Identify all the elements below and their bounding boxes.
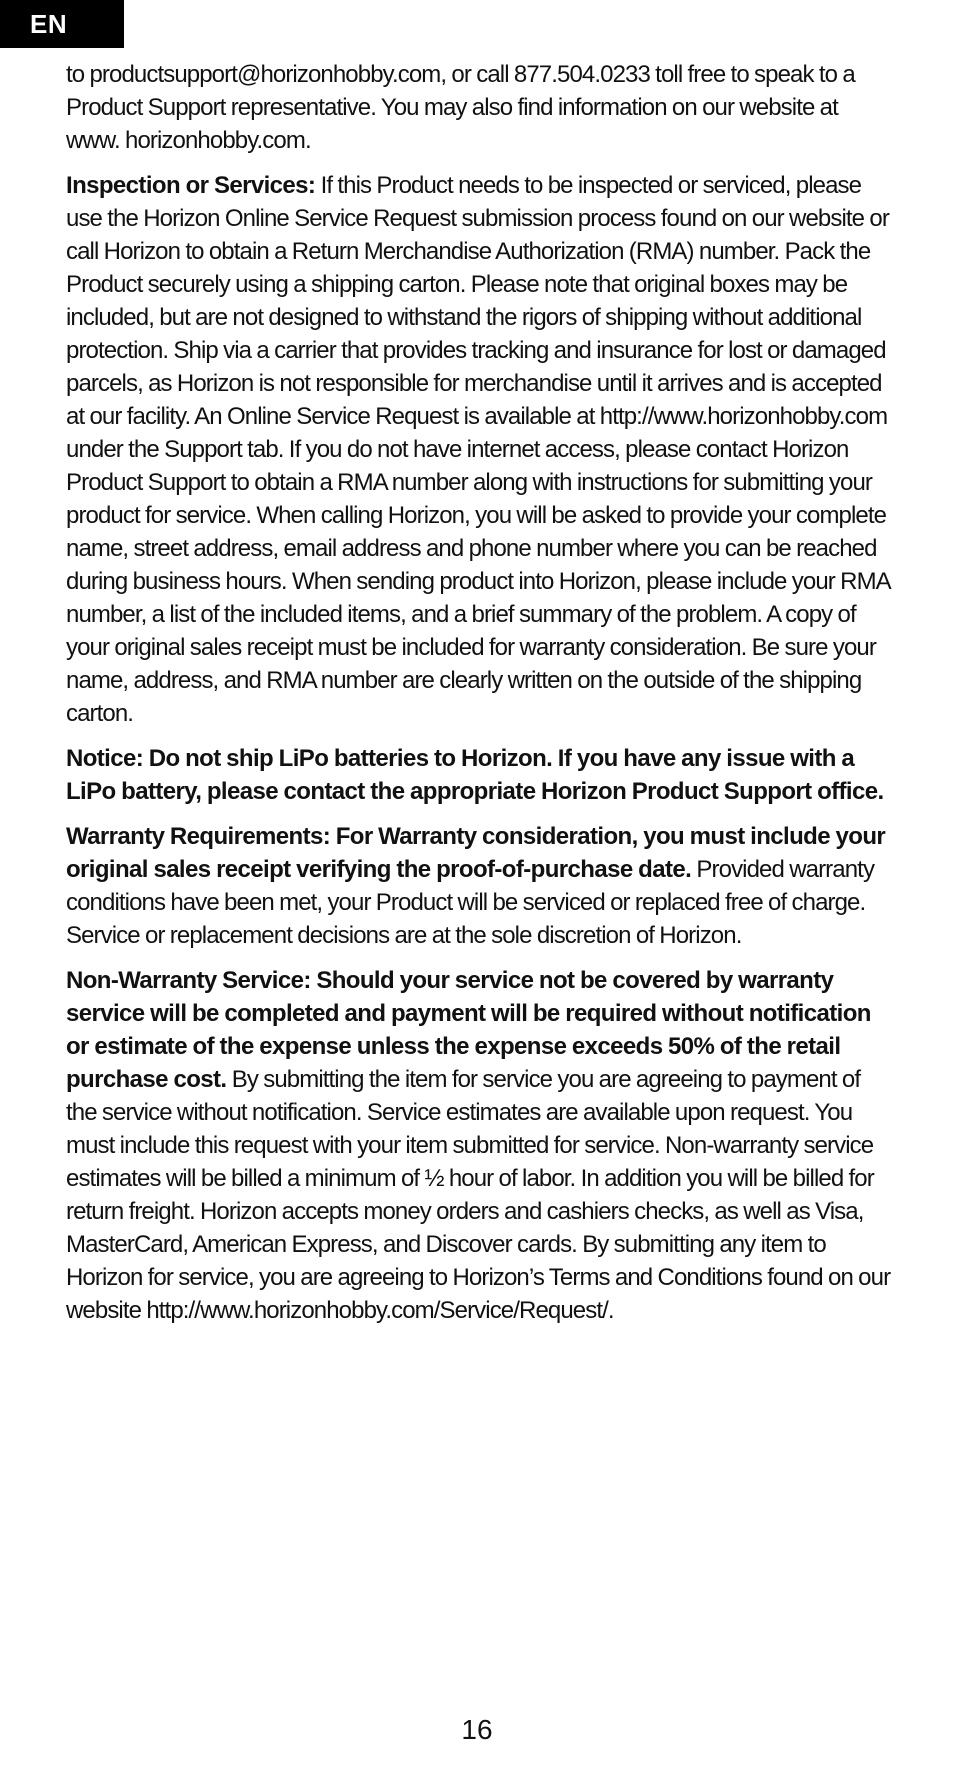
non-warranty-paragraph <box>66 964 894 1327</box>
language-tab: EN <box>0 0 124 48</box>
warranty-requirements-paragraph <box>66 820 894 952</box>
inspection-text: If this Product needs to be inspected or serviced, please use the Horizon Online Service Request submission process found on our website or call Horizon to obtain a Return Merchandise Authorization (RMA) number. Pack the Product securely using a shipping carton. Please note that original boxes may be included, but are not designed to withstand the rigors of shipping without additional protection. Ship via a carrier that provides tracking and insurance for lost or damaged parcels, as Horizon is not responsible for merchandise until it arrives and is accepted at our facility. An Online Service Request is available at http://www.horizonhobby.com under the Support tab. If you do not have internet access, please contact Horizon Product Support to obtain a RMA number along with instructions for submitting your product for service. When calling Horizon, you will be asked to provide your complete name, street address, email address and phone number where you can be reached during business hours. When sending product into Horizon, please include your RMA number, a list of the included items, and a brief summary of the problem. A copy of your original sales receipt must be included for warranty consideration. Be sure your name, address, and RMA number are clearly written on the outside of the shipping carton. <box>66 172 890 727</box>
warranty-requirements-text: Provided warranty conditions have been met, your Product will be serviced or replaced free of charge. Service or replacement decisions are at the sole discretion of Horizon. <box>66 856 875 949</box>
contact-paragraph <box>66 58 894 157</box>
page-number: 16 <box>461 1714 493 1745</box>
non-warranty-text: By submitting the item for service you are agreeing to payment of the service without notification. Service estimates are available upon request. You must include this request with your item submitted for service. Non-warranty service estimates will be billed a minimum of ½ hour of labor. In addition you will be billed for return freight. Horizon accepts money orders and cashiers checks, as well as Visa, MasterCard, American Express, and Discover cards. By submitting any item to Horizon for service, you are agreeing to Horizon’s Terms and Conditions found on our website http://www.horizonhobby.com/Service/Request/. <box>66 1066 891 1324</box>
inspection-paragraph <box>66 169 894 730</box>
document-body <box>66 58 894 1339</box>
notice-paragraph <box>66 742 894 808</box>
non-warranty-heading: Non-Warranty Service: Should your service not be covered by warranty service will be completed and payment will be required without notification or estimate of the expense unless the expense exceeds 50% of the retail purchase cost. <box>66 967 871 1093</box>
notice-heading: Notice: Do not ship LiPo batteries to Horizon. If you have any issue with a LiPo battery, please contact the appropriate Horizon Product Support office. <box>66 745 884 805</box>
contact-text: to productsupport@horizonhobby.com, or call 877.504.0233 toll free to speak to a Product Support representative. You may also find information on our website at www. horizonhobby.com. <box>66 61 855 154</box>
inspection-heading: Inspection or Services: <box>66 172 316 199</box>
warranty-requirements-heading: Warranty Requirements: For Warranty consideration, you must include your original sales receipt verifying the proof-of-purchase date. <box>66 823 886 883</box>
